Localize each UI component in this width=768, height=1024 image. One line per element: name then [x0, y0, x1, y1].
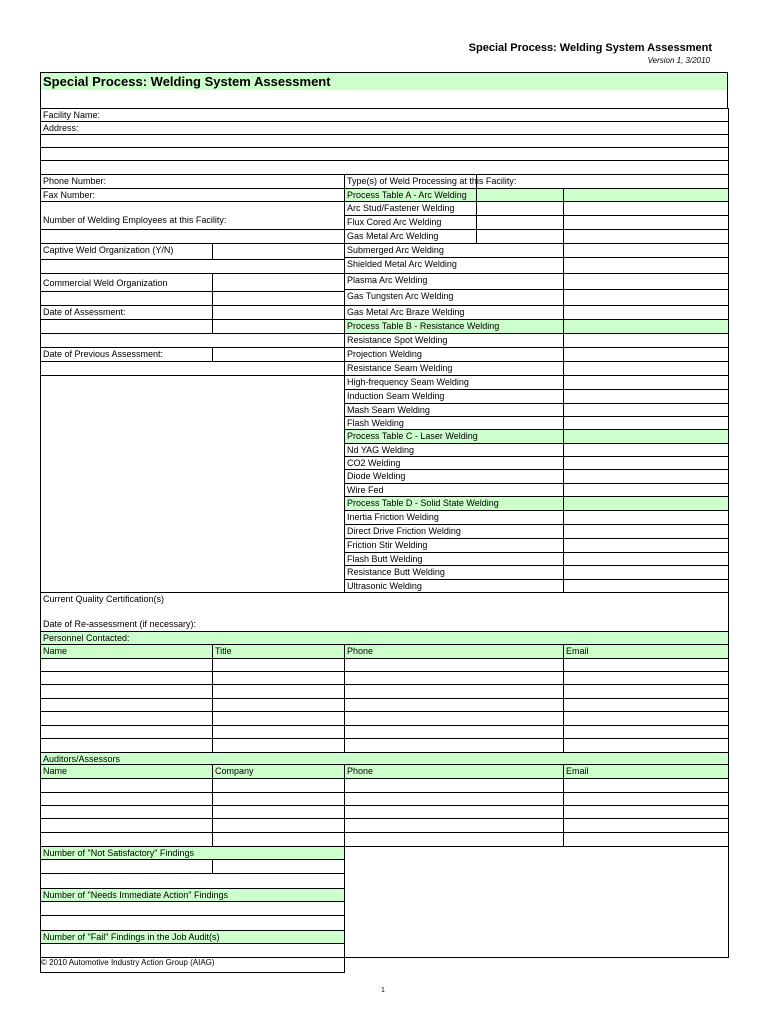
process-label: Mash Seam Welding — [344, 403, 564, 417]
auditors-table-cell[interactable] — [344, 805, 564, 819]
process-label: Gas Tungsten Arc Welding — [344, 289, 564, 306]
personnel-table-cell[interactable] — [40, 684, 213, 699]
process-check-cell[interactable] — [563, 305, 729, 320]
address-line[interactable] — [40, 160, 729, 175]
personnel-column-header: Title — [212, 644, 345, 659]
auditors-table-cell[interactable] — [212, 832, 345, 847]
auditors-header: Auditors/Assessors — [40, 752, 729, 765]
process-label: Flash Welding — [344, 416, 564, 430]
process-label: Diode Welding — [344, 469, 564, 484]
process-check-cell[interactable] — [563, 565, 729, 580]
auditors-table-cell[interactable] — [40, 818, 213, 833]
process-check-cell[interactable] — [563, 201, 729, 216]
num-employees-row[interactable]: Number of Welding Employees at this Facility: — [40, 201, 477, 230]
findings-input[interactable] — [40, 901, 345, 916]
process-label: Direct Drive Friction Welding — [344, 524, 564, 539]
form-title: Special Process: Welding System Assessment — [40, 72, 728, 90]
left-spacer-row — [40, 259, 345, 274]
process-check-cell[interactable] — [563, 229, 729, 244]
personnel-column-header: Name — [40, 644, 213, 659]
findings-input[interactable] — [40, 859, 213, 874]
commercial-label: Commercial Weld Organization — [40, 273, 213, 292]
process-check-cell[interactable] — [563, 375, 729, 390]
process-table-header: Process Table A - Arc Welding — [344, 188, 564, 202]
process-check-cell[interactable] — [563, 443, 729, 457]
date-assessment-label: Date of Assessment: — [40, 305, 213, 320]
personnel-table-cell[interactable] — [344, 698, 564, 712]
personnel-table-cell[interactable] — [212, 684, 345, 699]
personnel-contacted-header: Personnel Contacted: — [40, 631, 729, 645]
auditors-table-cell[interactable] — [212, 805, 345, 819]
auditors-column-header: Company — [212, 764, 345, 779]
auditors-table-cell[interactable] — [563, 818, 729, 833]
process-table-header-fill — [563, 188, 729, 202]
process-table-header-fill — [563, 496, 729, 511]
date-previous-input[interactable] — [212, 347, 345, 362]
process-check-cell[interactable] — [563, 361, 729, 376]
process-label: Wire Fed — [344, 483, 564, 497]
personnel-table-cell[interactable] — [212, 738, 345, 753]
left-spacer-row — [40, 361, 345, 376]
fax-number-row[interactable]: Fax Number: — [40, 188, 477, 202]
findings-spacer — [40, 915, 345, 931]
auditors-table-cell[interactable] — [563, 792, 729, 806]
personnel-table-cell[interactable] — [344, 725, 564, 739]
personnel-table-cell[interactable] — [212, 711, 345, 726]
process-check-cell[interactable] — [563, 215, 729, 230]
left-spacer-row — [40, 229, 477, 244]
certification-block — [40, 592, 729, 632]
personnel-table-cell[interactable] — [344, 738, 564, 753]
page-header-version: Version 1, 3/2010 — [647, 56, 710, 65]
auditors-table-cell[interactable] — [212, 792, 345, 806]
address-line[interactable] — [40, 147, 729, 161]
process-label: Flash Butt Welding — [344, 552, 564, 566]
captive-input[interactable] — [212, 243, 345, 260]
auditors-table-cell[interactable] — [563, 805, 729, 819]
facility-name-row[interactable]: Facility Name: — [40, 108, 729, 122]
personnel-column-header: Email — [563, 644, 729, 659]
auditors-table-cell[interactable] — [563, 778, 729, 793]
auditors-table-cell[interactable] — [212, 818, 345, 833]
process-label: Gas Metal Arc Welding — [344, 229, 564, 244]
process-table-header: Process Table C - Laser Welding — [344, 429, 564, 444]
date-assessment-input[interactable] — [212, 305, 345, 320]
page-header-title: Special Process: Welding System Assessment — [468, 42, 712, 54]
personnel-table-cell[interactable] — [212, 725, 345, 739]
process-check-cell[interactable] — [563, 552, 729, 566]
date-previous-label: Date of Previous Assessment: — [40, 347, 213, 362]
process-check-cell[interactable] — [563, 389, 729, 404]
findings-label: Number of "Fail" Findings in the Job Audit(s) — [40, 930, 345, 944]
page-number: 1 — [381, 987, 385, 994]
process-label: Gas Metal Arc Braze Welding — [344, 305, 564, 320]
auditors-column-header: Name — [40, 764, 213, 779]
auditors-table-cell[interactable] — [344, 818, 564, 833]
process-label: Submerged Arc Welding — [344, 243, 564, 258]
current-certification-label: Current Quality Certification(s) — [43, 594, 165, 604]
auditors-table-cell[interactable] — [344, 792, 564, 806]
auditors-table-cell[interactable] — [344, 778, 564, 793]
process-check-cell[interactable] — [563, 416, 729, 430]
personnel-table-cell[interactable] — [563, 711, 729, 726]
left-spacer-cell — [212, 319, 345, 334]
process-label: CO2 Welding — [344, 456, 564, 470]
process-check-cell[interactable] — [563, 403, 729, 417]
copyright-footer: © 2010 Automotive Industry Action Group (AIAG) — [41, 958, 215, 967]
commercial-input[interactable] — [212, 273, 345, 292]
auditors-table-cell[interactable] — [344, 832, 564, 847]
auditors-column-header: Email — [563, 764, 729, 779]
notes-area[interactable] — [40, 375, 345, 593]
process-label: High-frequency Seam Welding — [344, 375, 564, 390]
left-spacer-cell — [40, 291, 213, 306]
personnel-table-cell[interactable] — [344, 684, 564, 699]
process-check-cell[interactable] — [563, 483, 729, 497]
process-check-cell[interactable] — [563, 333, 729, 348]
reassessment-label: Date of Re-assessment (if necessary): — [43, 619, 197, 629]
auditors-table-cell[interactable] — [40, 778, 213, 793]
left-spacer-cell — [40, 319, 213, 334]
findings-label: Number of "Needs Immediate Action" Findings — [40, 888, 345, 902]
personnel-table-cell[interactable] — [344, 671, 564, 685]
personnel-table-cell[interactable] — [344, 658, 564, 672]
left-spacer-cell — [212, 291, 345, 306]
findings-notes-area[interactable] — [344, 846, 729, 958]
findings-input[interactable] — [212, 859, 345, 874]
findings-label: Number of "Not Satisfactory" Findings — [40, 846, 345, 860]
process-check-cell[interactable] — [563, 257, 729, 274]
left-spacer-row — [40, 333, 345, 348]
personnel-table-cell[interactable] — [344, 711, 564, 726]
process-check-cell[interactable] — [563, 456, 729, 470]
process-label: Inertia Friction Welding — [344, 510, 564, 525]
findings-input[interactable] — [40, 943, 345, 958]
process-table-header: Process Table B - Resistance Welding — [344, 319, 564, 334]
process-check-cell[interactable] — [563, 347, 729, 362]
process-label: Arc Stud/Fastener Welding — [344, 201, 564, 216]
personnel-table-cell[interactable] — [40, 711, 213, 726]
personnel-table-cell[interactable] — [40, 698, 213, 712]
findings-spacer — [40, 873, 345, 889]
personnel-table-cell[interactable] — [563, 738, 729, 753]
captive-label: Captive Weld Organization (Y/N) — [40, 243, 213, 260]
process-label: Nd YAG Welding — [344, 443, 564, 457]
process-label: Projection Welding — [344, 347, 564, 362]
process-table-header-fill — [563, 319, 729, 334]
personnel-table-cell[interactable] — [563, 698, 729, 712]
auditors-table-cell[interactable] — [40, 792, 213, 806]
process-check-cell[interactable] — [563, 538, 729, 553]
personnel-table-cell[interactable] — [212, 658, 345, 672]
personnel-table-cell[interactable] — [563, 725, 729, 739]
personnel-table-cell[interactable] — [563, 671, 729, 685]
process-label: Resistance Butt Welding — [344, 565, 564, 580]
weld-types-header: Type(s) of Weld Processing at this Facility: — [344, 174, 729, 189]
process-label: Resistance Spot Welding — [344, 333, 564, 348]
personnel-table-cell[interactable] — [40, 738, 213, 753]
personnel-column-header: Phone — [344, 644, 564, 659]
process-check-cell[interactable] — [563, 510, 729, 525]
process-label: Resistance Seam Welding — [344, 361, 564, 376]
process-table-header-fill — [563, 429, 729, 444]
personnel-table-cell[interactable] — [40, 658, 213, 672]
process-check-cell[interactable] — [563, 289, 729, 306]
process-check-cell[interactable] — [563, 469, 729, 484]
process-label: Friction Stir Welding — [344, 538, 564, 553]
personnel-table-cell[interactable] — [212, 698, 345, 712]
auditors-table-cell[interactable] — [40, 805, 213, 819]
phone-number-row[interactable]: Phone Number: — [40, 174, 477, 189]
personnel-table-cell[interactable] — [40, 671, 213, 685]
auditors-table-cell[interactable] — [40, 832, 213, 847]
process-check-cell[interactable] — [563, 524, 729, 539]
process-label: Shielded Metal Arc Welding — [344, 257, 564, 274]
process-check-cell[interactable] — [563, 273, 729, 290]
auditors-table-cell[interactable] — [563, 832, 729, 847]
personnel-table-cell[interactable] — [212, 671, 345, 685]
process-label: Ultrasonic Welding — [344, 579, 564, 593]
personnel-table-cell[interactable] — [563, 684, 729, 699]
form-title-spacer — [40, 89, 728, 108]
process-label: Flux Cored Arc Welding — [344, 215, 564, 230]
process-label: Induction Seam Welding — [344, 389, 564, 404]
process-check-cell[interactable] — [563, 579, 729, 593]
address-line[interactable] — [40, 134, 729, 148]
auditors-column-header: Phone — [344, 764, 564, 779]
process-label: Plasma Arc Welding — [344, 273, 564, 290]
process-check-cell[interactable] — [563, 243, 729, 258]
personnel-table-cell[interactable] — [563, 658, 729, 672]
auditors-table-cell[interactable] — [212, 778, 345, 793]
personnel-table-cell[interactable] — [40, 725, 213, 739]
address-row[interactable]: Address: — [40, 121, 729, 135]
process-table-header: Process Table D - Solid State Welding — [344, 496, 564, 511]
